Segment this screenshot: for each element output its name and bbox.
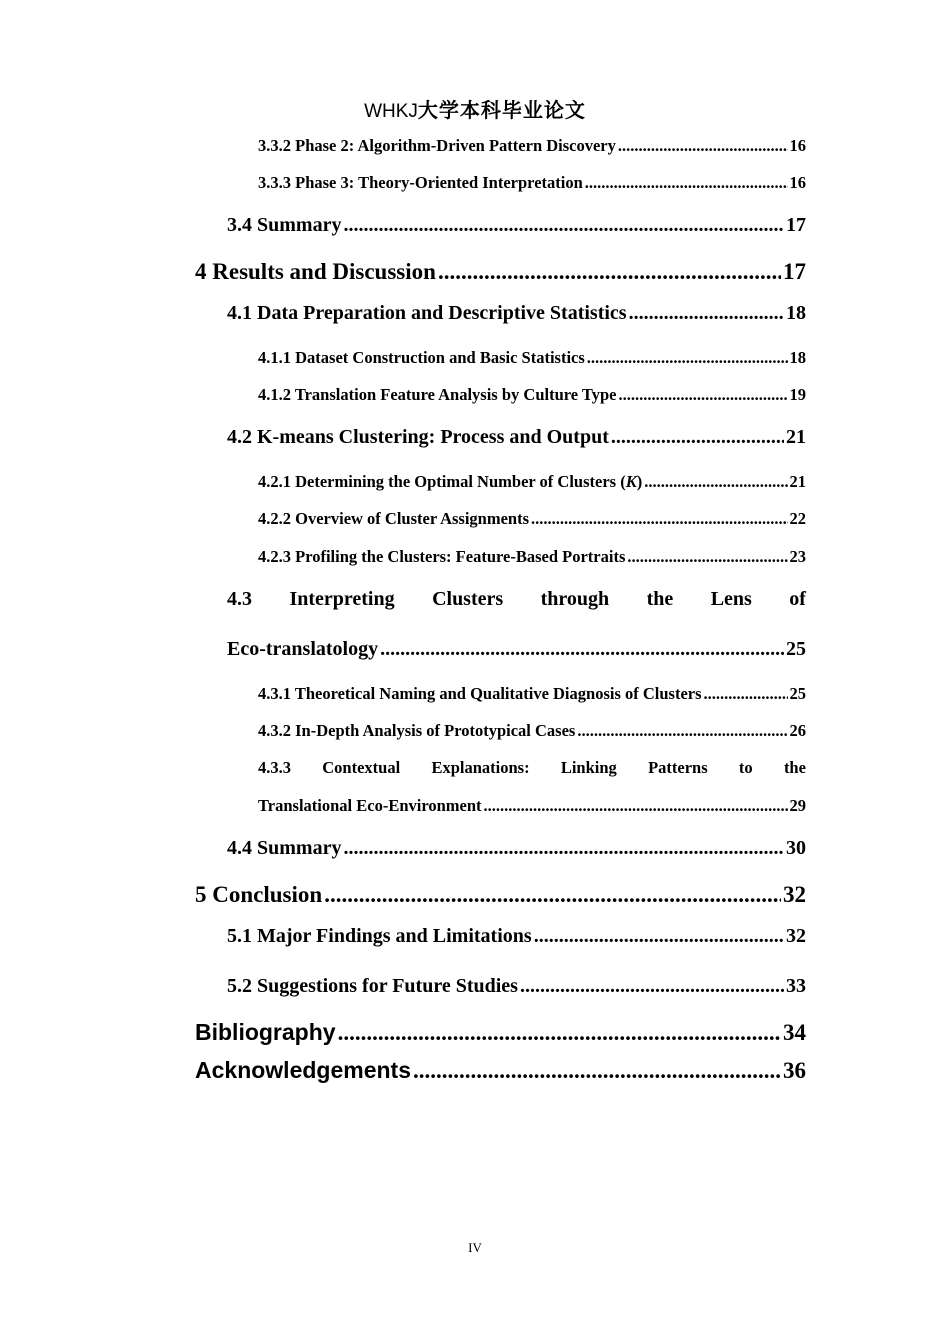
toc-entry-4-3-line1[interactable] bbox=[227, 588, 806, 611]
toc-entry-label: 5 Conclusion bbox=[195, 882, 323, 907]
toc-entry-4-1[interactable] bbox=[227, 302, 806, 325]
toc-entry-page: 19 bbox=[789, 385, 806, 404]
toc-entry-label: 4.2 K-means Clustering: Process and Output bbox=[227, 426, 609, 448]
toc-entry-5[interactable] bbox=[195, 882, 806, 908]
toc-word: Linking bbox=[560, 758, 617, 777]
toc-entry-page: 32 bbox=[783, 882, 806, 907]
header-cjk: 大学本科毕业论文 bbox=[417, 100, 586, 122]
toc-entry-4-2-2[interactable] bbox=[258, 509, 806, 529]
toc-entry-page: 34 bbox=[783, 1020, 806, 1045]
toc-entry-page: 30 bbox=[786, 837, 806, 859]
toc-entry-page: 26 bbox=[789, 721, 806, 740]
header-latin: WHKJ bbox=[364, 101, 418, 122]
toc-word: the bbox=[783, 758, 806, 777]
toc-entry-page: 16 bbox=[789, 136, 806, 155]
leader-dots bbox=[585, 173, 788, 193]
toc-entry-label: 4.4 Summary bbox=[227, 837, 342, 859]
leader-dots bbox=[343, 837, 784, 860]
toc-entry-label: 5.1 Major Findings and Limitations bbox=[227, 925, 532, 947]
toc-word: Contextual bbox=[322, 758, 401, 777]
toc-entry-page: 22 bbox=[789, 509, 806, 528]
toc-entry-4-2-1[interactable] bbox=[258, 472, 806, 492]
toc-word: Patterns bbox=[648, 758, 708, 777]
leader-dots bbox=[587, 348, 788, 368]
toc-entry-4-1-1[interactable] bbox=[258, 348, 806, 368]
toc-entry-label: 4.3.2 In-Depth Analysis of Prototypical Cases bbox=[258, 721, 576, 740]
toc-entry-page: 32 bbox=[786, 925, 806, 947]
toc-entry-page: 23 bbox=[789, 547, 806, 566]
toc-entry-page: 25 bbox=[786, 638, 806, 660]
toc-entry-page: 16 bbox=[789, 173, 806, 192]
toc-entry-4[interactable] bbox=[195, 259, 806, 285]
leader-dots bbox=[438, 259, 781, 285]
toc-entry-label: 4 Results and Discussion bbox=[195, 259, 436, 284]
toc-entry-4-3-3-line2[interactable] bbox=[258, 796, 806, 816]
toc-entry-label: 3.3.3 Phase 3: Theory-Oriented Interpretation bbox=[258, 173, 583, 192]
toc-entry-page: 21 bbox=[789, 472, 806, 491]
toc-entry-label-post: ) bbox=[636, 472, 643, 491]
toc-entry-page: 21 bbox=[786, 426, 806, 448]
toc-entry-label: Bibliography bbox=[195, 1019, 336, 1045]
toc-word: to bbox=[738, 758, 753, 777]
toc-entry-label: Translational Eco-Environment bbox=[258, 796, 482, 815]
toc-entry-label: 4.1.2 Translation Feature Analysis by Culture Type bbox=[258, 385, 617, 404]
toc-entry-4-1-2[interactable] bbox=[258, 385, 806, 405]
toc-entry-page: 18 bbox=[786, 302, 806, 324]
leader-dots bbox=[534, 925, 784, 948]
toc-word: the bbox=[646, 588, 674, 610]
toc-word: of bbox=[789, 588, 806, 610]
toc-entry-4-3-line2[interactable] bbox=[227, 638, 806, 661]
toc-entry-4-3-2[interactable] bbox=[258, 721, 806, 741]
toc-word: through bbox=[540, 588, 610, 610]
leader-dots bbox=[338, 1020, 781, 1046]
toc-entry-page: 17 bbox=[786, 214, 806, 236]
toc-word: Explanations: bbox=[431, 758, 530, 777]
toc-word: Interpreting bbox=[289, 588, 395, 610]
toc-entry-4-3-3-line1[interactable] bbox=[258, 758, 806, 778]
toc-entry-label: Eco-translatology bbox=[227, 638, 379, 660]
toc-entry-label bbox=[258, 472, 642, 492]
toc-entry-label: 3.4 Summary bbox=[227, 214, 342, 236]
toc-entry-label: 4.2.2 Overview of Cluster Assignments bbox=[258, 509, 530, 528]
toc-entry-3-3-2[interactable] bbox=[258, 136, 806, 156]
leader-dots bbox=[627, 547, 787, 567]
toc-entry-page: 17 bbox=[783, 259, 806, 284]
leader-dots bbox=[577, 721, 787, 741]
leader-dots bbox=[413, 1058, 781, 1084]
toc-word: Clusters bbox=[432, 588, 504, 610]
toc-entry-label: 5.2 Suggestions for Future Studies bbox=[227, 975, 518, 997]
leader-dots bbox=[531, 509, 787, 529]
toc-word: Lens bbox=[710, 588, 752, 610]
toc-entry-page: 18 bbox=[789, 348, 806, 367]
toc-entry-label: 3.3.2 Phase 2: Algorithm-Driven Pattern Discovery bbox=[258, 136, 616, 155]
toc-entry-5-1[interactable] bbox=[227, 925, 806, 948]
toc-entry-acknowledgements[interactable] bbox=[195, 1057, 806, 1084]
toc-entry-4-2[interactable] bbox=[227, 426, 806, 449]
page-number: IV bbox=[468, 1240, 482, 1255]
toc-entry-label: 4.2.3 Profiling the Clusters: Feature-Based Portraits bbox=[258, 547, 626, 566]
toc-entry-page: 29 bbox=[789, 796, 806, 815]
toc-entry-label: 4.1.1 Dataset Construction and Basic Statistics bbox=[258, 348, 585, 367]
leader-dots bbox=[324, 882, 781, 908]
running-header bbox=[0, 94, 950, 123]
toc-entry-page: 36 bbox=[783, 1058, 806, 1083]
leader-dots bbox=[704, 684, 788, 704]
toc-entry-label: 4.3.1 Theoretical Naming and Qualitative Diagnosis of Clusters bbox=[258, 684, 702, 703]
leader-dots bbox=[618, 136, 788, 156]
toc-word: 4.3 bbox=[227, 588, 252, 610]
toc-entry-bibliography[interactable] bbox=[195, 1019, 806, 1046]
toc-entry-5-2[interactable] bbox=[227, 975, 806, 998]
toc-entry-label-k: K bbox=[625, 472, 637, 491]
toc-entry-3-4[interactable] bbox=[227, 214, 806, 237]
toc-entry-label-pre: 4.2.1 Determining the Optimal Number of Clusters ( bbox=[258, 472, 626, 491]
toc-entry-page: 33 bbox=[786, 975, 806, 997]
toc-entry-page: 25 bbox=[789, 684, 806, 703]
toc-word: 4.3.3 bbox=[258, 758, 291, 777]
leader-dots bbox=[644, 472, 787, 492]
toc-entry-4-2-3[interactable] bbox=[258, 547, 806, 567]
leader-dots bbox=[484, 796, 788, 816]
toc-entry-label: Acknowledgements bbox=[195, 1057, 411, 1083]
toc-entry-4-3-1[interactable] bbox=[258, 684, 806, 704]
leader-dots bbox=[520, 975, 784, 998]
leader-dots bbox=[618, 385, 787, 405]
leader-dots bbox=[343, 214, 784, 237]
toc-entry-4-4[interactable] bbox=[227, 837, 806, 860]
toc-entry-3-3-3[interactable] bbox=[258, 173, 806, 193]
leader-dots bbox=[611, 426, 784, 449]
leader-dots bbox=[629, 302, 784, 325]
toc-entry-label: 4.1 Data Preparation and Descriptive Statistics bbox=[227, 302, 627, 324]
leader-dots bbox=[380, 638, 784, 661]
